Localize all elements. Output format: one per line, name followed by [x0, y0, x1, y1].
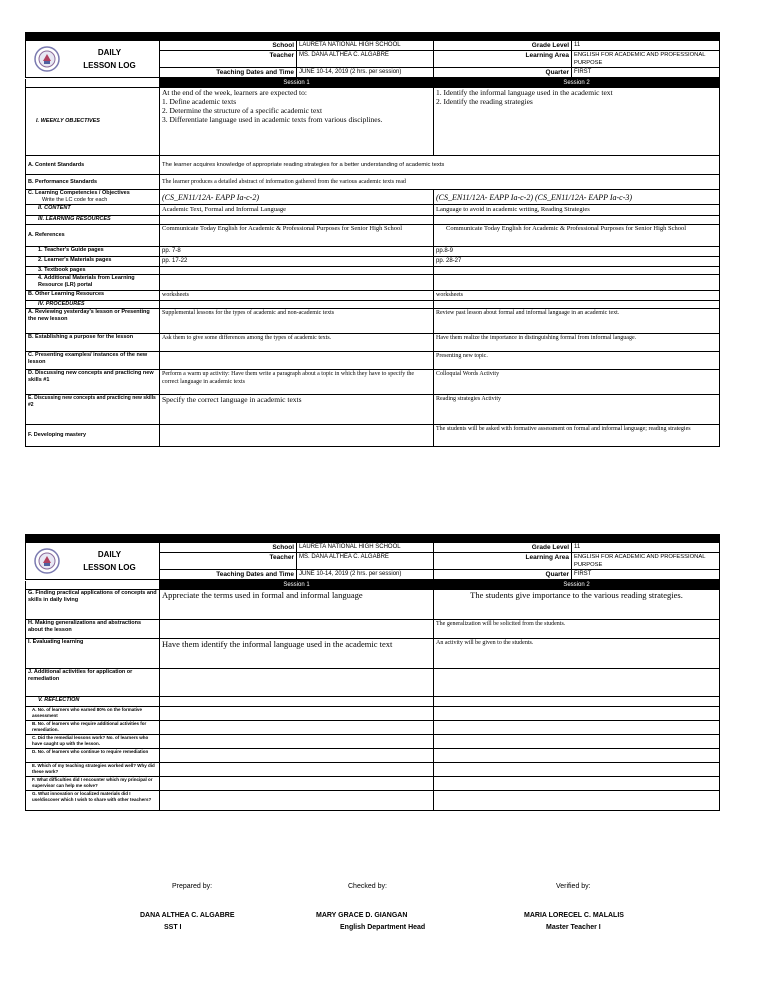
reflection-e-label: E. Which of my teaching strategies worked well? Why did these work?	[26, 763, 160, 777]
weekly-objectives-label: I. WEEKLY OBJECTIVES	[26, 88, 160, 156]
dates-label: Teaching Dates and Time	[160, 68, 297, 78]
procedure-f-session-2: The students will be asked with formative assessment on formal and informal language; reading strategies	[434, 425, 720, 447]
lesson-table-2	[25, 580, 720, 811]
header-table	[25, 32, 720, 78]
top-bar	[26, 535, 720, 543]
competencies-session-2: (CS_EN11/12A- EAPP Ia-c-2) (CS_EN11/12A- EAPP Ia-c-3)	[434, 190, 720, 205]
teacher-label: Teacher	[160, 51, 297, 68]
content-session-2: Language to avoid in academic writing, Reading Strategies	[434, 205, 720, 216]
objective-line: 2. Determine the structure of a specific academic text	[162, 106, 323, 115]
quarter-label: Quarter	[434, 68, 572, 78]
reflection-c-label: C. Did the remedial lessons work? No. of learners who have caught up with the lesson.	[26, 735, 160, 749]
reflection-g-label: G. What innovation or localized materials did I use/discover which I wish to share with other teachers?	[26, 791, 160, 811]
procedure-c-label: C. Presenting examples/ instances of the new lesson	[26, 352, 160, 370]
session-1-header: Session 1	[160, 581, 434, 590]
lr-portal-label: 4. Additional Materials from Learning Resource (LR) portal	[26, 275, 160, 291]
session-1-header: Session 1	[160, 79, 434, 88]
procedure-a-session-2: Review past lesson about formal and informal language in an academic text.	[434, 309, 720, 334]
competencies-title: C. Learning Competencies / Objectives	[28, 190, 130, 196]
grade-label: Grade Level	[434, 41, 572, 51]
dates-label: Teaching Dates and Time	[160, 570, 297, 580]
quarter-value: FIRST	[572, 68, 720, 78]
objectives-session-1	[160, 88, 434, 156]
content-standards-value: The learner acquires knowledge of appropriate reading strategies for a better understanding of academic texts	[160, 156, 720, 175]
checked-by-title: English Department Head	[340, 924, 426, 931]
procedure-h-label: H. Making generalizations and abstractions about the lesson	[26, 620, 160, 639]
reflection-a-label: A. No. of learners who earned 80% on the formative assessment	[26, 707, 160, 721]
teachers-guide-session-1: pp. 7-8	[160, 247, 434, 257]
title-daily: DAILY	[97, 550, 122, 559]
procedure-i-label: I. Evaluating learning	[26, 639, 160, 669]
quarter-value: FIRST	[572, 570, 720, 580]
procedure-h-session-2: The generalization will be solicited from the students.	[434, 620, 720, 639]
references-session-2: Communicate Today English for Academic & Professional Purposes for Senior High School	[434, 225, 720, 247]
procedure-d-label: D. Discussing new concepts and practicing new skills #1	[26, 370, 160, 395]
prepared-by-name: DANA ALTHEA C. ALGABRE	[140, 912, 235, 919]
objective-line: 1. Identify the informal language used in the academic text	[436, 88, 613, 97]
procedure-e-label: E. Discussing new concepts and practicing new skills #2	[26, 395, 160, 425]
procedure-i-session-1: Have them identify the informal language used in the academic text	[160, 639, 434, 669]
procedure-d-session-2: Colloquial Words Activity	[434, 370, 720, 395]
dates-value: JUNE 10-14, 2019 (2 hrs. per session)	[297, 570, 434, 580]
procedure-c-session-2: Presenting new topic.	[434, 352, 720, 370]
lesson-log-page-2	[25, 534, 719, 811]
teachers-guide-session-2: pp.8-9	[434, 247, 720, 257]
grade-label: Grade Level	[434, 543, 572, 553]
teacher-value: MS. DANA ALTHEA C. ALGABRE	[297, 51, 434, 68]
prepared-by-title: SST I	[164, 924, 182, 931]
objectives-session-2	[434, 88, 720, 156]
lesson-log-page-1	[25, 32, 719, 447]
competencies-label	[26, 190, 160, 205]
deped-seal-icon	[34, 46, 60, 72]
objective-line: At the end of the week, learners are expected to:	[162, 88, 307, 97]
learning-resources-label: III. LEARNING RESOURCES	[26, 216, 160, 225]
verified-by-name: MARIA LORECEL C. MALALIS	[524, 912, 624, 919]
verified-by-label: Verified by:	[556, 883, 591, 890]
references-session-1: Communicate Today English for Academic & Professional Purposes for Senior High School	[160, 225, 434, 247]
procedure-e-session-2: Reading strategies Activity	[434, 395, 720, 425]
prepared-by-label: Prepared by:	[172, 883, 213, 890]
area-label: Learning Area	[434, 51, 572, 68]
logo-title-cell	[26, 543, 160, 580]
performance-standards-value: The learner produces a detailed abstract of information gathered from the various academic texts read	[160, 175, 720, 190]
title-daily: DAILY	[97, 48, 122, 57]
objective-line: 1. Define academic texts	[162, 97, 237, 106]
teacher-value: MS. DANA ALTHEA C. ALGABRE	[297, 553, 434, 570]
grade-value: 11	[572, 543, 720, 553]
content-session-1: Academic Text, Formal and Informal Language	[160, 205, 434, 216]
school-value: LAURETA NATIONAL HIGH SCHOOL	[297, 543, 434, 553]
teachers-guide-label: 1. Teacher's Guide pages	[26, 247, 160, 257]
references-label: A. References	[26, 225, 160, 247]
checked-by-name: MARY GRACE D. GIANGAN	[316, 912, 408, 919]
procedure-b-session-2: Have them realize the importance in distinguishing formal from informal language.	[434, 334, 720, 352]
objective-line: 2. Identify the reading strategies	[436, 97, 533, 106]
learners-materials-session-1: pp. 17-22	[160, 257, 434, 267]
other-resources-session-1: worksheets	[160, 291, 434, 301]
learners-materials-session-2: pp. 28-27	[434, 257, 720, 267]
area-value: ENGLISH FOR ACADEMIC AND PROFESSIONAL PURPOSE	[572, 51, 720, 68]
reflection-label: V. REFLECTION	[26, 697, 160, 707]
procedures-label: IV. PROCEDURES	[26, 301, 160, 309]
title-lesson-log: LESSON LOG	[83, 563, 136, 572]
competencies-session-1: (CS_EN11/12A- EAPP Ia-c-2)	[160, 190, 434, 205]
procedure-b-label: B. Establishing a purpose for the lesson	[26, 334, 160, 352]
school-label: School	[160, 41, 297, 51]
procedure-j-label: J. Additional activities for application or remediation	[26, 669, 160, 697]
header-table-2	[25, 534, 720, 580]
content-standards-label: A. Content Standards	[26, 156, 160, 175]
performance-standards-label: B. Performance Standards	[26, 175, 160, 190]
dates-value: JUNE 10-14, 2019 (2 hrs. per session)	[297, 68, 434, 78]
competencies-sub: Write the LC code for each	[42, 197, 108, 203]
title-lesson-log: LESSON LOG	[83, 61, 136, 70]
objective-line: 3. Differentiate language used in academic texts from various disciplines.	[162, 115, 383, 124]
content-label: II. CONTENT	[26, 205, 160, 216]
quarter-label: Quarter	[434, 570, 572, 580]
procedure-a-session-1: Supplemental lessons for the types of academic and non-academic texts	[160, 309, 434, 334]
other-resources-session-2: worksheets	[434, 291, 720, 301]
deped-seal-icon	[34, 548, 60, 574]
procedure-i-session-2: An activity will be given to the students.	[434, 639, 720, 669]
area-label: Learning Area	[434, 553, 572, 570]
area-value: ENGLISH FOR ACADEMIC AND PROFESSIONAL PURPOSE	[572, 553, 720, 570]
textbook-label: 3. Textbook pages	[26, 267, 160, 275]
procedure-d-session-1: Perform a warm up activity: Have them write a paragraph about a topic in which they have to specify the correct language in academic texts	[160, 370, 434, 395]
checked-by-label: Checked by:	[348, 883, 387, 890]
session-2-header: Session 2	[434, 79, 720, 88]
procedure-g-session-2: The students give importance to the various reading strategies.	[434, 590, 720, 620]
procedure-f-label: F. Developing mastery	[26, 425, 160, 447]
session-2-header: Session 2	[434, 581, 720, 590]
lesson-table-1	[25, 78, 720, 447]
reflection-f-label: F. What difficulties did I encounter which my principal or supervisor can help me solve?	[26, 777, 160, 791]
verified-by-title: Master Teacher I	[546, 924, 601, 931]
reflection-d-label: D. No. of learners who continue to require remediation	[26, 749, 160, 763]
procedure-g-label: G. Finding practical applications of concepts and skills in daily living	[26, 590, 160, 620]
top-bar	[26, 33, 720, 41]
logo-title-cell	[26, 41, 160, 78]
learners-materials-label: 2. Learner's Materials pages	[26, 257, 160, 267]
procedure-e-session-1: Specify the correct language in academic texts	[160, 395, 434, 425]
school-value: LAURETA NATIONAL HIGH SCHOOL	[297, 41, 434, 51]
procedure-b-session-1: Ask them to give some differences among the types of academic texts.	[160, 334, 434, 352]
grade-value: 11	[572, 41, 720, 51]
reflection-b-label: B. No. of learners who require additional activities for remediation.	[26, 721, 160, 735]
teacher-label: Teacher	[160, 553, 297, 570]
school-label: School	[160, 543, 297, 553]
other-resources-label: B. Other Learning Resources	[26, 291, 160, 301]
procedure-a-label: A. Reviewing yesterday's lesson or Presenting the new lesson	[26, 309, 160, 334]
procedure-g-session-1: Appreciate the terms used in formal and informal language	[160, 590, 434, 620]
